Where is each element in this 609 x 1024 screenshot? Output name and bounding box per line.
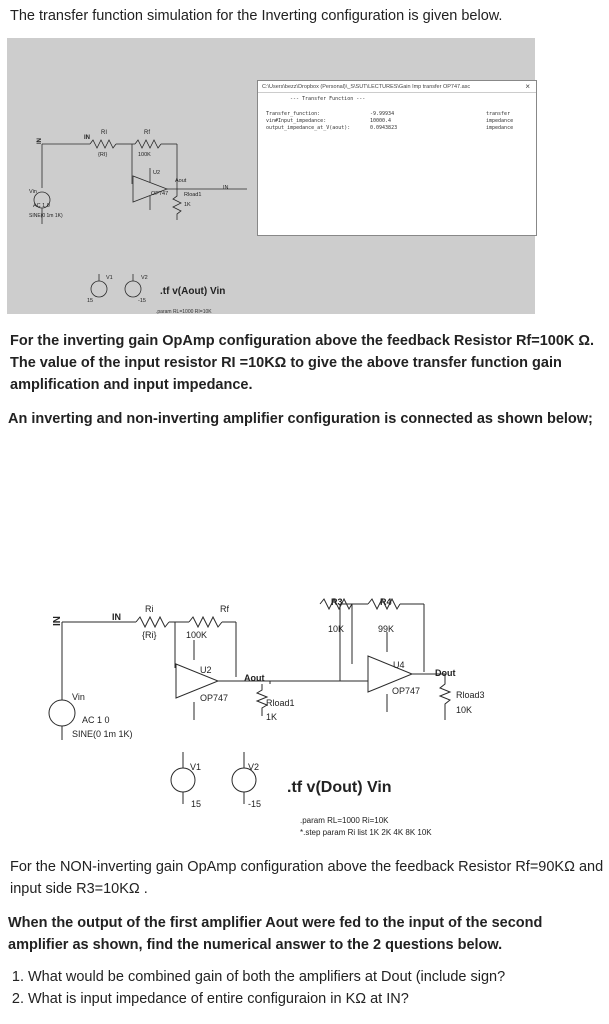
bottom-schematic: [0, 580, 609, 840]
intro-text: The transfer function simulation for the Inverting configuration is given below.: [10, 8, 503, 24]
top-rload-label: Rload1: [184, 192, 202, 198]
bottom-rload3-value: 10K: [456, 705, 473, 715]
top-vin-label: Vin: [29, 189, 37, 195]
top-v2-value: -15: [138, 298, 146, 304]
top-tf-directive: .tf v(Aout) Vin: [160, 286, 226, 297]
bottom-rf-label: Rf: [220, 604, 229, 614]
row-1-value: 10000.4: [370, 118, 392, 124]
top-in-vertical-label: IN: [37, 138, 43, 144]
bottom-in-label: IN: [112, 612, 121, 622]
paragraph-2: An inverting and non-inverting amplifier configuration is connected as shown below;: [8, 411, 593, 427]
paragraph-4: When the output of the first amplifier Aout were fed to the input of the second amplifier as shown, find the numerical answer to the 2 questions below.: [8, 915, 543, 953]
output-window-title: C:\Users\bezz\Dropbox (Personal)\_S\SUT\LECTURES\Gain Imp transfer OP747.asc: [258, 81, 536, 93]
bottom-r4-label: R4: [380, 597, 392, 607]
row-0-value: -9.99934: [370, 111, 395, 117]
top-v2-label: V2: [141, 275, 148, 281]
bottom-rf-value: 100K: [186, 630, 208, 640]
row-0-unit: transfer: [486, 111, 511, 117]
bottom-in-vertical-label: IN: [52, 616, 63, 626]
bottom-rload1-label: Rload1: [266, 698, 295, 708]
simulation-screenshot: [7, 38, 535, 314]
row-1-name: vin#Input_impedance:: [266, 118, 327, 124]
top-rf-label: Rf: [144, 130, 150, 136]
top-ri-value: {RI}: [98, 152, 108, 158]
paragraph-1: For the inverting gain OpAmp configuration above the feedback Resistor Rf=100K Ω. The value of the input resistor RI =10KΩ to give the above transfer function gain amplification and input impedance.: [10, 333, 595, 393]
bottom-v1-label: V1: [190, 762, 202, 772]
close-icon[interactable]: ×: [525, 82, 530, 91]
top-vin-ac: AC 1 0: [33, 203, 50, 209]
bottom-op1-label: OP747: [200, 693, 229, 703]
bottom-param-directive: .param RL=1000 Ri=10K: [300, 816, 389, 825]
bottom-v2-label: V2: [248, 762, 260, 772]
bottom-aout-label: Aout: [244, 673, 265, 683]
bottom-op2-label: OP747: [392, 686, 421, 696]
top-opamp-label: OP747: [151, 191, 169, 197]
top-ri-label: RI: [101, 130, 107, 136]
top-rload-value: 1K: [184, 202, 191, 208]
bottom-r3-value: 10K: [328, 624, 345, 634]
top-vin-sine: SINE(0 1m 1K): [29, 213, 63, 219]
top-u2-label: U2: [153, 170, 161, 176]
bottom-step-directive: *.step param Ri list 1K 2K 4K 8K 10K: [300, 828, 432, 837]
paragraph-3: For the NON-inverting gain OpAmp configuration above the feedback Resistor Rf=90KΩ and input side R3=10KΩ .: [10, 859, 604, 897]
bottom-ri-label: Ri: [145, 604, 154, 614]
bottom-r3-label: R3: [331, 597, 343, 607]
bottom-v2-value: -15: [248, 799, 262, 809]
row-2-name: output_impedance_at_V(aout):: [266, 125, 351, 131]
top-v1-label: V1: [106, 275, 113, 281]
bottom-dout-label: Dout: [435, 668, 456, 678]
bottom-vin-ac: AC 1 0: [82, 715, 110, 725]
top-aout-label: Aout: [175, 178, 187, 184]
bottom-vin-label: Vin: [72, 692, 85, 702]
bottom-tf-directive: .tf v(Dout) Vin: [287, 779, 392, 796]
top-in-label: IN: [84, 135, 90, 141]
top-v1-value: 15: [87, 298, 94, 304]
bottom-u2-label: U2: [200, 665, 212, 675]
row-0-name: Transfer_function:: [266, 111, 321, 117]
top-param-directive: .param RL=1000 RI=10K: [156, 309, 212, 314]
output-window: [257, 80, 537, 236]
row-1-unit: impedance: [486, 118, 514, 124]
bottom-rload1-value: 1K: [266, 712, 278, 722]
row-2-unit: impedance: [486, 125, 514, 131]
question-2: 2. What is input impedance of entire configuraion in KΩ at IN?: [28, 988, 505, 1010]
bottom-rload3-label: Rload3: [456, 690, 485, 700]
bottom-ri-value: {Ri}: [142, 630, 157, 640]
question-1: 1. What would be combined gain of both the amplifiers at Dout (include sign?: [28, 966, 505, 988]
top-in-right-label: IN: [223, 185, 229, 191]
top-rf-value: 100K: [138, 152, 151, 158]
bottom-vin-sine: SINE(0 1m 1K): [72, 729, 133, 739]
output-header: --- Transfer Function ---: [290, 96, 366, 102]
bottom-r4-value: 99K: [378, 624, 395, 634]
bottom-u4-label: U4: [393, 660, 405, 670]
row-2-value: 0.0943823: [370, 125, 398, 131]
question-list: [14, 966, 505, 1010]
bottom-v1-value: 15: [191, 799, 202, 809]
